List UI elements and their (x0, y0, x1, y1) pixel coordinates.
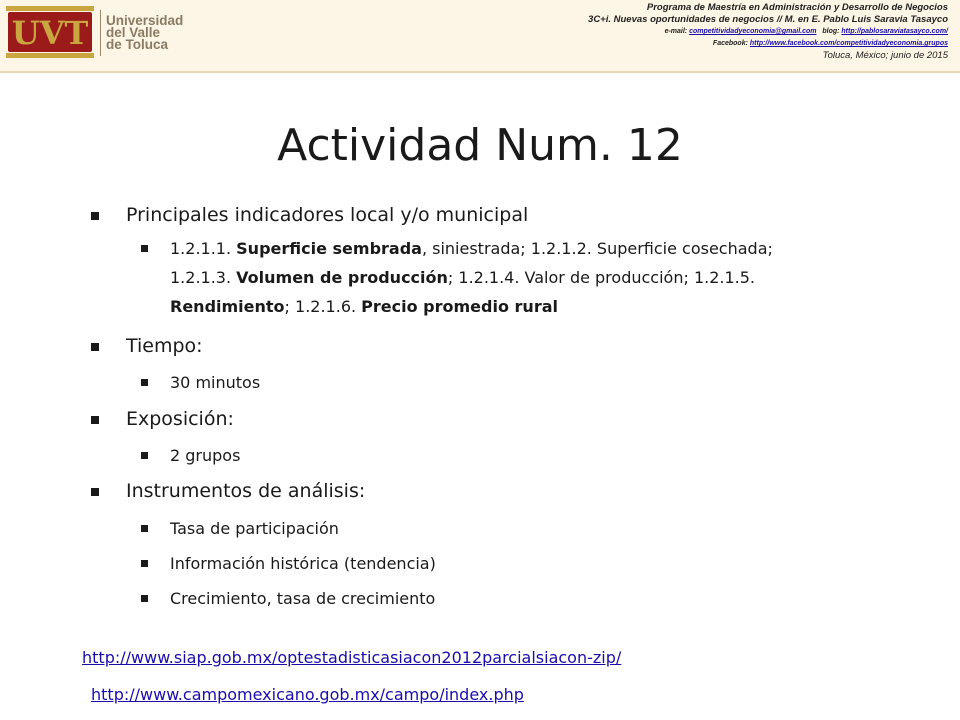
detail-text: 1.2.1.3. (170, 268, 237, 287)
blog-label: blog: (822, 28, 840, 35)
detail-bold: Superficie sembrada (236, 239, 422, 258)
detail-bold: Precio promedio rural (361, 297, 558, 316)
uvt-logo-mark (6, 6, 94, 60)
bullet-tiempo (126, 335, 203, 357)
logo-line: del Valle (106, 25, 161, 40)
bullet-square-icon (91, 343, 99, 351)
bullet-instr-item (170, 584, 435, 613)
bullet-square-icon (141, 452, 148, 459)
logo-line: de Toluca (106, 37, 169, 52)
bullet-square-icon (141, 560, 148, 567)
course-name: 3C+i. Nuevas oportunidades de negocios // M. en E. Pablo Luis Saravia Tasayco (588, 14, 948, 25)
detail-text: ; 1.2.1.6. (284, 297, 362, 316)
bullet-exposicion-value (170, 441, 240, 470)
bullet-text: Crecimiento, tasa de crecimiento (170, 589, 436, 608)
bullet-square-icon (141, 379, 148, 386)
blog-link[interactable]: http://pablosaraviatasayco.com/ (841, 28, 948, 35)
contact-line (588, 26, 948, 38)
program-name: Programa de Maestría en Administración y Desarrollo de Negocios (646, 2, 948, 13)
bullet-tiempo-value (170, 368, 260, 397)
campomexicano-link[interactable]: http://www.campomexicano.gob.mx/campo/index.php (91, 685, 524, 704)
bullet-text: Información histórica (tendencia) (170, 554, 436, 573)
bullet-text: Principales indicadores local y/o municipal (126, 204, 529, 226)
detail-line (170, 292, 890, 321)
bullet-square-icon (141, 245, 148, 252)
detail-bold: Rendimiento (170, 297, 285, 316)
bullet-text: 2 grupos (170, 446, 241, 465)
email-label: e-mail: (664, 28, 688, 35)
bullet-square-icon (91, 212, 99, 220)
facebook-link[interactable]: http://www.facebook.com/competitividadyeconomia.grupos (749, 40, 948, 47)
bullet-text: Exposición: (126, 408, 234, 430)
bullet-instr-item (170, 514, 339, 543)
detail-text: , siniestrada; 1.2.1.2. Superficie cosechada; (421, 239, 773, 258)
facebook-label: Facebook: (712, 40, 748, 47)
bullet-instr-item (170, 549, 436, 578)
bullet-exposicion (126, 408, 234, 430)
bullet-indicadores (126, 204, 528, 226)
header-info (588, 2, 948, 62)
email-link[interactable]: competitividadyeconomia@gmail.com (689, 28, 817, 35)
detail-text: ; 1.2.1.4. Valor de producción; 1.2.1.5. (447, 268, 755, 287)
bullet-text: Tasa de participación (170, 519, 339, 538)
bullet-square-icon (141, 595, 148, 602)
detail-line (170, 263, 890, 292)
bullet-square-icon (91, 416, 99, 424)
header-banner (0, 0, 960, 73)
facebook-line (588, 38, 948, 50)
logo-mark-text: UVT (11, 14, 89, 52)
place-date: Toluca, México; junio de 2015 (822, 50, 948, 61)
bullet-instrumentos (126, 480, 365, 502)
siap-link[interactable]: http://www.siap.gob.mx/optestadisticasiacon2012parcialsiacon-zip/ (82, 648, 622, 667)
bullet-square-icon (91, 488, 99, 496)
logo-divider (100, 10, 101, 56)
bullet-square-icon (141, 525, 148, 532)
uvt-logo (6, 6, 196, 62)
detail-text: 1.2.1.1. (170, 239, 237, 258)
bullet-text: Instrumentos de análisis: (126, 480, 366, 502)
bullet-text: 30 minutos (170, 373, 261, 392)
detail-line (170, 234, 890, 263)
bullet-indicadores-detail (170, 234, 890, 321)
slide-title: Actividad Num. 12 (277, 120, 683, 171)
logo-name (106, 15, 183, 51)
detail-bold: Volumen de producción (236, 268, 448, 287)
logo-line: Universidad (106, 13, 184, 28)
bullet-text: Tiempo: (126, 335, 203, 357)
